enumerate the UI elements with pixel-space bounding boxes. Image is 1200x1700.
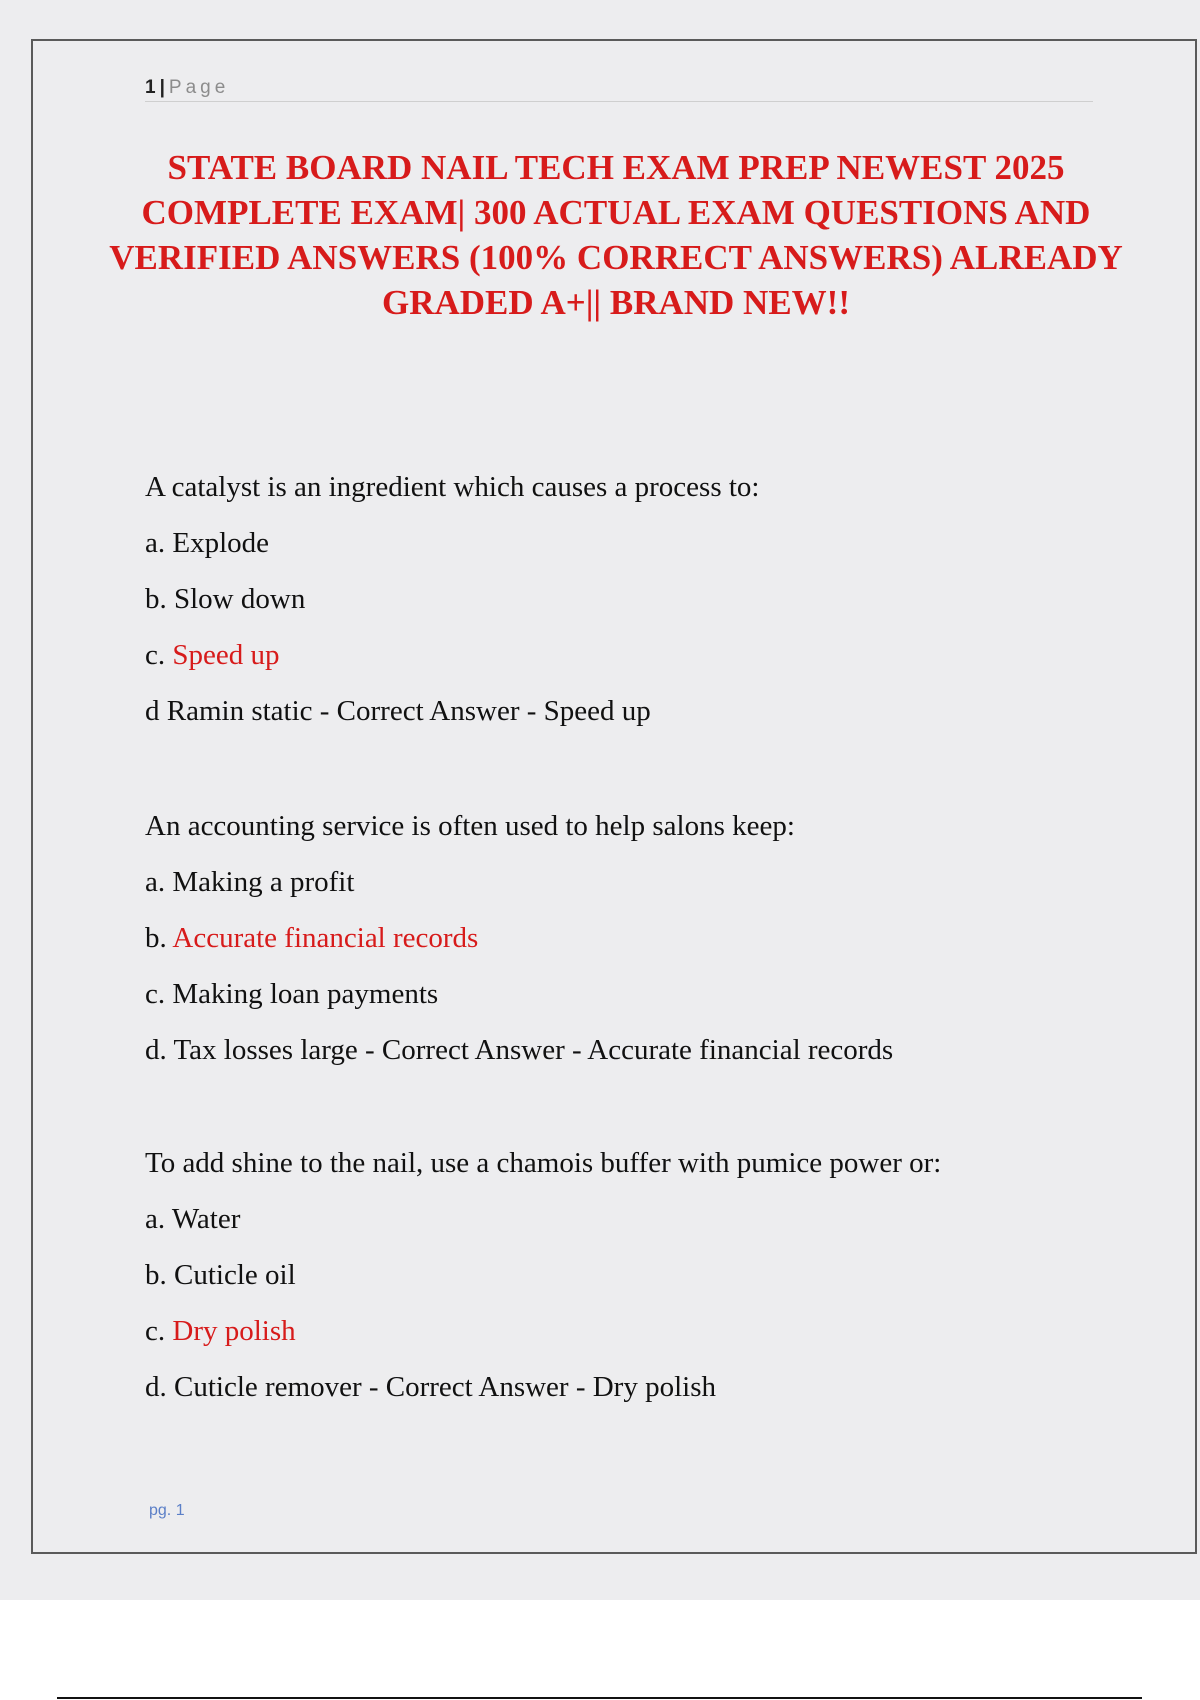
option-prefix: b. <box>145 1259 174 1291</box>
option-prefix: c. <box>145 1315 173 1347</box>
correct-option-text: Speed up <box>172 639 280 671</box>
option-prefix: a. <box>145 1203 172 1235</box>
page-footer: pg. 1 <box>149 1502 185 1519</box>
option-prefix: d. <box>145 1034 174 1066</box>
question-text: An accounting service is often used to help salons keep: <box>145 810 795 842</box>
option-prefix: b. <box>145 583 174 615</box>
option-prefix: a. <box>145 527 173 559</box>
option-text: Making loan payments <box>172 978 439 1010</box>
option-prefix: a. <box>145 866 173 898</box>
option-text: Making a profit <box>172 866 355 898</box>
answer-option-a <box>145 515 1145 571</box>
document-page <box>31 39 1197 1554</box>
option-text: Tax losses large - Correct Answer - Accurate financial records <box>173 1034 894 1066</box>
option-text: Explode <box>172 527 270 559</box>
header-page-number: 1 <box>145 77 156 98</box>
option-text: Cuticle remover - Correct Answer - Dry polish <box>174 1371 716 1403</box>
option-prefix: c. <box>145 639 173 671</box>
correct-option-text: Dry polish <box>172 1315 296 1347</box>
answer-option-d <box>145 683 1145 739</box>
answer-option-b <box>145 1247 1145 1303</box>
header-page-word: Page <box>168 77 230 98</box>
page-header <box>145 75 1093 102</box>
question-block-3 <box>145 1135 1145 1415</box>
answer-option-a <box>145 854 1145 910</box>
question-block-2 <box>145 798 1145 1078</box>
answer-option-d <box>145 1359 1145 1415</box>
header-separator: | <box>159 77 165 98</box>
option-prefix: c. <box>145 978 173 1010</box>
answer-option-c <box>145 966 1145 1022</box>
document-title: STATE BOARD NAIL TECH EXAM PREP NEWEST 2025 COMPLETE EXAM| 300 ACTUAL EXAM QUESTIONS AND VERIFIED ANSWERS (100% CORRECT ANSWERS) ALREADY GRADED A+|| BRAND NEW!! <box>109 148 1123 322</box>
option-text: Ramin static - Correct Answer - Speed up <box>166 695 651 727</box>
bottom-divider <box>57 1697 1142 1699</box>
answer-option-b <box>145 910 1145 966</box>
answer-option-b <box>145 571 1145 627</box>
option-prefix: d. <box>145 1371 174 1403</box>
option-text: Slow down <box>174 583 306 615</box>
answer-option-a <box>145 1191 1145 1247</box>
answer-option-d <box>145 1022 1145 1078</box>
option-prefix: d <box>145 695 167 727</box>
question-text: To add shine to the nail, use a chamois buffer with pumice power or: <box>145 1147 942 1179</box>
question-block-1 <box>145 459 1145 739</box>
option-text: Cuticle oil <box>174 1259 296 1291</box>
answer-option-c <box>145 627 1145 683</box>
correct-option-text: Accurate financial records <box>172 922 479 954</box>
answer-option-c <box>145 1303 1145 1359</box>
question-text: A catalyst is an ingredient which causes a process to: <box>145 471 760 503</box>
option-text: Water <box>171 1203 241 1235</box>
option-prefix: b. <box>145 922 173 954</box>
